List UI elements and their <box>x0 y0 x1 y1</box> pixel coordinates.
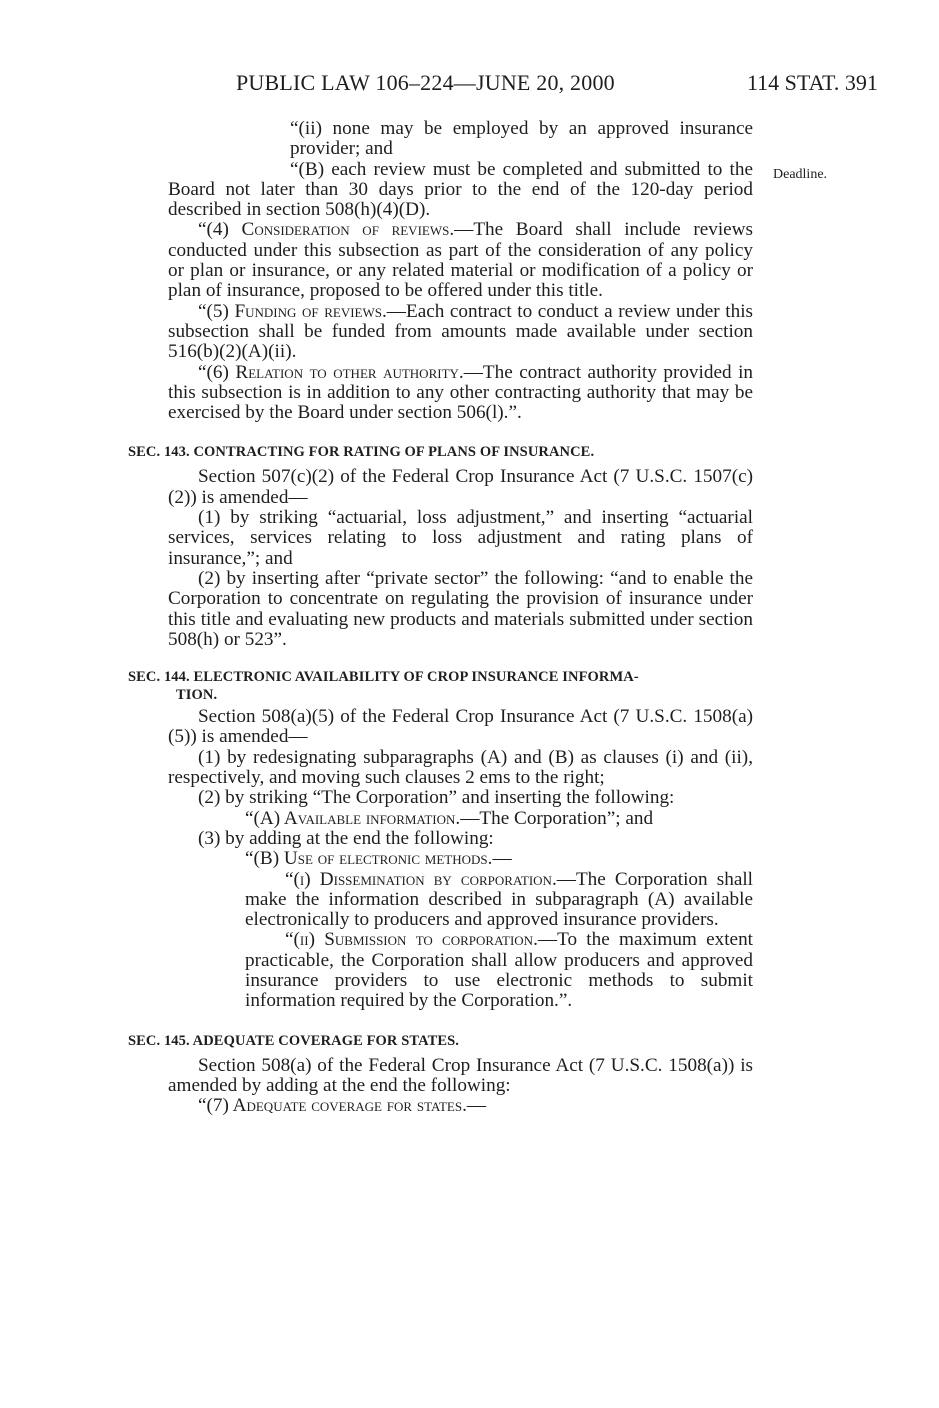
document-body <box>128 118 754 1117</box>
quote-a-heading: “(A) Available information. <box>245 807 461 829</box>
paragraph-6-heading: “(6) Relation to other authority. <box>198 361 464 383</box>
section-143-item-1: (1) by striking “actuarial, loss adjustment,” and inserting “actuarial services, services relating to loss adjustment and rating plans of insurance,”; and <box>168 507 753 569</box>
clause-ii-text: —To the maximum extent practicable, the Corporation shall allow producers and approved insurance providers to use electronic methods to submit information required by the Corporation.”. <box>245 929 753 1012</box>
section-143-item-2: (2) by inserting after “private sector” the following: “and to enable the Corporation to concentrate on regulating the provision of insurance under this title and evaluating new products and materials submitted under section 508(h) or 523”. <box>168 567 753 650</box>
section-144-heading-line-1: SEC. 144. ELECTRONIC AVAILABILITY OF CROP INSURANCE INFORMA- <box>128 669 639 686</box>
running-header-title: PUBLIC LAW 106–224—JUNE 20, 2000 <box>236 70 615 95</box>
section-144-item-2: (2) by striking “The Corporation” and inserting the following: <box>198 787 675 809</box>
paragraph-5-text: —Each contract to conduct a review under this subsection shall be funded from amounts made available under section 516(b)(2)(A)(ii). <box>168 300 753 363</box>
section-143-intro: Section 507(c)(2) of the Federal Crop Insurance Act (7 U.S.C. 1507(c)(2)) is amended— <box>168 466 753 508</box>
clause-ii-heading: “(ii) Submission to corporation. <box>285 929 538 951</box>
section-144-quote-a <box>168 809 753 829</box>
paragraph-4-text: —The Board shall include reviews conducted under this subsection as part of the consideration of any policy or plan or insurance, or any related material or modification of a policy or plan of insurance, proposed to be offered under this title. <box>168 219 754 302</box>
section-144-item-1: (1) by redesignating subparagraphs (A) and (B) as clauses (i) and (ii), respectively, and moving such clauses 2 ems to the right; <box>168 746 753 789</box>
section-144-heading <box>128 668 753 704</box>
section-144-heading-line-2: TION. <box>176 687 218 704</box>
margin-note-deadline: Deadline. <box>773 167 828 182</box>
paragraph-6 <box>168 363 753 424</box>
section-143-heading: SEC. 143. CONTRACTING FOR RATING OF PLANS OF INSURANCE. <box>128 444 595 461</box>
paragraph-6-text: —The contract authority provided in this subsection is in addition to any other contracting authority that may be exercised by the Board under section 506(l).”. <box>168 361 753 424</box>
section-144-clause-ii <box>168 930 753 1011</box>
section-145-intro: Section 508(a) of the Federal Crop Insurance Act (7 U.S.C. 1508(a)) is amended by adding at the end the following: <box>168 1054 753 1096</box>
clause-ii-paragraph <box>168 119 753 160</box>
paragraph-4-heading: “(4) Consideration of reviews. <box>198 219 455 241</box>
section-144-clause-i <box>168 870 753 931</box>
section-144-item-3: (3) by adding at the end the following: <box>198 827 494 849</box>
clause-ii-text: “(ii) none may be employed by an approved insurance provider; and <box>290 118 753 160</box>
statute-page-number: 114 STAT. 391 <box>747 70 878 95</box>
clause-i-text: —The Corporation shall make the information described in subparagraph (A) available electronically to producers and approved insurance providers. <box>245 868 753 931</box>
clause-i-heading: “(i) Dissemination by corporation. <box>285 868 557 890</box>
paragraph-5 <box>168 302 753 363</box>
section-144-intro: Section 508(a)(5) of the Federal Crop Insurance Act (7 U.S.C. 1508(a)(5)) is amended— <box>168 706 753 748</box>
section-145-quote-7: “(7) Adequate coverage for states.— <box>198 1095 487 1117</box>
section-144-quote-b: “(B) Use of electronic methods.— <box>245 848 512 870</box>
paragraph-5-heading: “(5) Funding of reviews. <box>198 300 387 322</box>
quote-a-text: —The Corporation”; and <box>460 807 654 829</box>
section-145-heading: SEC. 145. ADEQUATE COVERAGE FOR STATES. <box>128 1032 460 1049</box>
subparagraph-b-text: “(B) each review must be completed and submitted to the Board not later than 30 days prior to the end of the 120-day period described in section 508(h)(4)(D). <box>168 158 753 221</box>
paragraph-4 <box>168 220 753 301</box>
subparagraph-b-paragraph <box>168 160 753 221</box>
